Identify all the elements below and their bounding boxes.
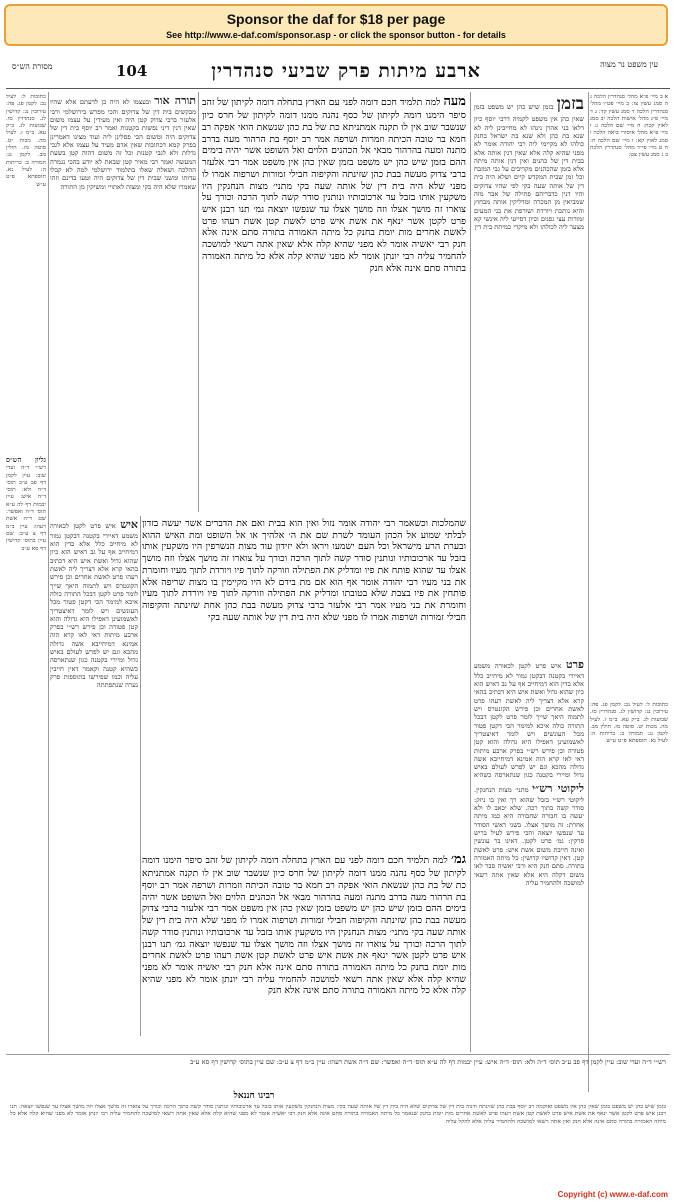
rabbenu-chananel-text bbox=[10, 1104, 666, 1184]
tosafot-dibbur: איש bbox=[120, 518, 138, 531]
gemara-mishna-text: שהמלכות וכשאמר רבי יהודה אומר נזול ואין הוא בבית ואם את הדברים אשר יעשה בזדון לבלתי שמוע אל הכהן העומד לשרת שם את ה׳ אלהיך או אל השופט ומת האיש ההוא ובערת הרע מישראל וכל העם ישמעו ויראו ולא יזידון עוד מצות הנשרפין היו משקעין אותו בזבל עד ארכובותיו ונותנין סודר קשה לתוך הרכה וכורך על צוארו זה מושך אצלו וזה מושך אצלו עד שהוא פותח את פיו ומדליק את הפתילה וזורקה לתוך פיו ויורדת לתוך מעיו וחומרת את בני מעיו רבי יהודה אומר אף הוא אם מת בידם לא היו מקיימין בו מצות שריפה אלא פותחין את פיו בצבת שלא בטובתו ומדליק את הפתילה וזורקה לתוך פיו ויורדת לתוך מעיו וחומרת את בני מעיו אמר רבי אלעזר ברבי צדוק מעשה בבת כהן אחת שזינתה והקיפוה חבילי זמורות ושרפוה אמרו לו מפני שלא היה בית דין של אותה שעה בקי bbox=[142, 518, 466, 623]
gilyon-column bbox=[6, 456, 46, 756]
sponsor-banner-title[interactable]: Sponsor the daf for $18 per page bbox=[226, 11, 446, 27]
gemara-main-upper bbox=[202, 94, 466, 514]
ein-mishpat-header: עין משפט נר מצוה bbox=[600, 60, 658, 69]
sponsor-banner[interactable] bbox=[4, 4, 668, 46]
divider-tosafot-lower bbox=[140, 516, 141, 1036]
gemara-main-bottom bbox=[142, 852, 466, 1032]
divider-tosafot bbox=[198, 92, 199, 512]
mesoret-header: מסורת הש״ס bbox=[12, 62, 53, 71]
divider-rashi bbox=[470, 92, 471, 1052]
gilyon-notes: רש״י ד״ה ועדי שוב: עיין לקמן דף פב ע״ב תוס׳ ד״ה ולא: תוס׳ ד״ה איש: עיין יבמות דף לה ע״א תוס׳ ד״ה ואפשר: שם ד״ה אשת רעהו: עיין ב״מ דף צ ע״ב: שם עיין בתוס׳ קדושין דף סא ע״ב bbox=[6, 465, 46, 552]
main-opening-word: מעה bbox=[443, 94, 466, 109]
ein-mishpat-notes: א ב מיי׳ פ״א מהל׳ סנהדרין הלכה ג ה סמג עשין צז: ב מיי׳ פט״ו מהל׳ סנהדרין הלכה ד סמג עשין קד: ג ד מיי׳ פ״ג מהל׳ אישות הלכה יב סמג לאוין קכח: ה מיי׳ שם הלכה ג: ו מיי׳ פ״א מהל׳ איסורי ביאה הלכה ו סמג לאוין קא: ז מיי׳ שם הלכה ח: ח ט מיי׳ פי״ד מהל׳ סנהדרין הלכה ב ג סמג עשין צט: bbox=[590, 94, 668, 159]
rabbenu-chananel-body: בזמן שיש כהן יש משפט בזמן שאין כהן אין משפט ואוקמה רב יוסף בבת כהן שזינתה ודנוה בית דין של צדוקים שלא היה בית דין של אותה שעה בקי: מצות הנחנקין משקעין אותו בזבל עד ארכובותיו ונותנין סודר קשה בתוך הרכה וכורך על צוארו זה מושך אצלו וזה מושך אצלו עד שנפשו יוצאה: תנו רבנן איש פרט לקטן אשר ינאף את אשת איש פרט לאשת קטן אשת רעהו פרט לאשת אחרים מות יומת בחנק שנאמר כל מיתה האמורה בתורה סתם אינה אלא חנק רבי יאשיה אומר לא מפני שהיא קלה אלא שאין אתה רשאי למושכה להחמיר עליה רבי יונתן אומר לא מפני שהיא קלה אלא כל מיתה האמורה בתורה סתם אינה אלא חנק ואין אתה רשאי למושכה ולהחמיר עליה אלא להקל עליה bbox=[10, 1104, 666, 1125]
page-number: 104 bbox=[116, 62, 148, 80]
ein-mishpat-lower bbox=[590, 702, 668, 1052]
rashi-text: בזמן שיש כהן יש משפט בזמן שאין כהן אין משפט לקמיה דרבי יוסף כיון דלאו בני אהרן נינהו לא מחייבינן ליה לא שנא בת כהן ולא שנא בת ישראל בחנק כולהו לא מקיימי ליה רבי יהודה אומר לא מפני שהיא קלה אלא שאין דנין אותה אלא בבית דין של כהנים ואין דנין אותה מיתה אלא בזמן שהכהנים מקריבים על גבי המזבח וכל זמן שבית המקדש קיים ושלא היה בית דין של אותה שעה בקי לפי שהיו צדוקים והיו דנין כדבריהם פתילה של אבר מזה שמביאין מן המכרה ומדליקין אותה מבחוץ והיא נותכת ויורדת ושורפת את בני המעים זמורות עצי גפנים וכיון דסייעי ליה אינשי קא מצער ליה לכולהו ולא מיקרי כמיתת בית דין bbox=[474, 103, 584, 232]
likutei-label: ליקוטי רש״י bbox=[532, 782, 584, 795]
gemara-label: גמ׳ bbox=[450, 852, 466, 867]
gemara-main-lower bbox=[142, 518, 466, 848]
sponsor-banner-subtitle[interactable]: See http://www.e-daf.com/sponsor.asp - or click the sponsor button - for details bbox=[166, 30, 506, 40]
mesoret-column bbox=[6, 94, 46, 454]
likutei-rashi-column bbox=[474, 782, 584, 1052]
tosafot-lower-column bbox=[50, 518, 138, 1038]
divider-left-outer bbox=[48, 92, 49, 1052]
left-commentary: ובעצמו לא היה כן לדעתם אלא שהיו מבקשים בית דין של צדוקים והכי מפרש בירושלמי ורבי אלעזר ברבי צדוק קטן היה ואין מעידין על עצמו משום שאין דנין דיני נפשות בקטנות ואמר רב יוסף בית דין של צדוקים היה ומשום הכי פסלינן ליה ועוד מצינו דאמרינן בפרק קמא דכתובות שאין אדם מעיד על עצמו אלא לגבי גדלות ולא לגבי קטנות וכל זה משום דהוה קטן בשעת המעשה ואמר רבי מאיר קטן שבאת לא יודע בהכי נגמרה ההלכה ושאלה שאלו בתלמוד ירושלמי למה לא קבלו עדותו ומשני שבית דין של צדוקים היה וטעו בדינם וזהו שאמרו שלא היה בקי ומצוה לאתויי ומשיקין מן התורה bbox=[50, 98, 196, 191]
rashi-dibbur: בזמן bbox=[556, 94, 584, 114]
divider-right-outer bbox=[588, 92, 589, 1092]
tosafot-column bbox=[50, 94, 196, 514]
rashi-column bbox=[474, 94, 584, 654]
page-title: ארבע מיתות פרק שביעי סנהדרין bbox=[211, 60, 481, 82]
ein-mishpat-lower-notes: כתובות ל: לעיל נב: לקמן פג. פה: עירובין נג: קדושין לג. סנהדרין סו. שבועות לג. ב״ק עא. ב״מ ז. לעיל מה. מכות יט. סוטה מז. חולין מב. לקמן נג: תמורה ב: כריתות ה: לעיל נא. תוספתא פ״ט ע״ש bbox=[590, 702, 668, 745]
header-rule bbox=[6, 88, 670, 89]
tosafot-text-short: איש פרט לקטן לכאורה משמע דאיירי בקטנה דבקטן גמור לא מיחייב כלל אלא בדין הוא דמיחייב אף על גב דאיש הוא כיון שהוא גדול ואשת איש היא דכתיב בהאי קרא אלא דצריך ליה לאשת רעהו פרט לאשת אחרים וכן פירש הקונטרס ויש לתמוה היאך שייך לומר פרט לקטן דבכל התורה כולה איכא למימר הכי דקטן פטור מכל העונשים ויש לומר דאיצטריך לאשמועינן דאפילו היא גדולה והוא קטן פטורה וכן פירש רש״י בפרק ארבע מיתות דאי לאו קרא הוה אמינא דמיחייבא אשה גדולה מהכא וגם יש לפרש לעולם באיש גדול ומיירי בקטנה כגון שנתארסה כשהיא bbox=[474, 662, 584, 778]
page-header bbox=[6, 60, 670, 86]
tosafot-peret-column bbox=[474, 658, 584, 778]
gemara-main-text: למה תלמיד חכם דומה לפני עם הארץ בתחלה דומה לקיתון של זהב סיפר הימנו דומה לקיתון של כסף נהנה ממנו דומה לקיתון של חרס כיון שנשבר שוב אין לו תקנה אמתניתא כת של בת כהן שנשאת הואי אפקה רב חמא בר טובה הכיתה וזמרות ושרפה אמר רב יוסף בת הרהור מעה בדרב מתנה ומעה בהרהור מבאי אל הכהנים הלוים ואל השופט אשר יהיה בימים ההם בזמן שיש כהן יש משפט בזמן שאין כהן אין משפט אמר רבי אלעזר ברבי צדוק מעשה בבת כהן שזינתה והקיפוה חבילי זמורות ושרפוה אמרו לו מפני שלא היה בית דין של אותה שעה בקי מתני׳ מצות הנחנקין היו משקעין אותו בזבל עד ארכובותיו ונותנין סודר קשה לתוך הרכה וכורך על צוארו זה מושך אצלו וזה מושך אצלו עד שנפשו יוצאה גמ׳ תנו רבנן איש פרט לקטן אשר ינאף את אשת איש פרט לאשת קטן אשת רעהו פרט לאשת אחרים מות יומת בחנק כל מיתה האמורה בתורה סתם אינה אלא חנק רבי יאשיה אומר לא מפני שהיא קלה אלא שאין אתה רשאי למושכה להחמיר עליה רבי יונתן אומר לא מפני שהיא קלה אלא כל מיתה האמורה בתורה סתם אינה אלא חנק bbox=[202, 97, 466, 274]
peret-dibbur: פרט bbox=[565, 658, 584, 671]
mesoret-notes: כתובות ל: לעיל נב: לקמן פג. פה: עירובין נג: קדושין לג. סנהדרין סו. שבועות לג. ב״ק עא. ב״מ ז. לעיל מה. מכות יט. סוטה מז. חולין מב. לקמן נג: תמורה ב: כריתות ה: לעיל נא. תוספתא פ״ט ע״ש bbox=[6, 94, 46, 188]
talmud-page bbox=[6, 52, 670, 1192]
bottom-section-rule bbox=[6, 1054, 670, 1055]
footnote-line bbox=[10, 1058, 666, 1088]
tosafot-text: איש פרט לקטן לכאורה משמע דאיירי בקטנה דבקטן גמור לא מיחייב כלל אלא בדין הוא דמיחייב אף על גב דאיש הוא כיון שהוא גדול ואשת איש היא דכתיב בהאי קרא אלא דצריך ליה לאשת רעהו פרט לאשת אחרים וכן פירש הקונטרס ויש לתמוה היאך שייך לומר פרט לקטן דבכל התורה כולה איכא למימר הכי דקטן פטור מכל העונשים ויש לומר דאיצטריך לאשמועינן דאפילו היא גדולה והוא קטן פטורה וכן פירש רש״י בפרק ארבע מיתות דאי לאו קרא הוה אמינא דמיחייבא אשה גדולה מהכא וגם יש לפרש לעולם באיש גדול ומיירי בקטנה כגון שנתארסה כשהיא קטנה וקאמר דאין חייבין עליה וכמו שפירשו בתוספות פרק נערה שנתפתתה bbox=[50, 522, 138, 690]
ein-mishpat-column bbox=[590, 94, 668, 694]
torah-or-label: תורה אור bbox=[154, 94, 196, 107]
gemara-bottom-text: למה תלמיד חכם דומה לפני עם הארץ בתחלה דומה לקיתון של זהב סיפר הימנו דומה לקיתון של כסף נהנה ממנו דומה לקיתון של חרס כיון שנשבר שוב אין לו תקנה אמתניתא כת של בת כהן שנשאת הואי אפקה רב חמא בר טובה הכיתה וזמרות ושרפה אמר רב יוסף בת הרהור מעה בדרב מתנה ומעה בהרהור מבאי אל הכהנים הלוים ואל השופט אשר יהיה בימים ההם בזמן שיש כהן יש משפט בזמן שאין כהן אין משפט אמר רבי אלעזר ברבי צדוק מעשה בבת כהן שזינתה והקיפוה חבילי זמורות ושרפוה אמרו לו מפני שלא היה בית דין של אותה שעה בקי מתני׳ מצות הנחנקין היו משקעין אותו בזבל עד ארכובותיו ונותנין סודר קשה לתוך הרכה וכורך על צוארו זה מושך אצלו וזה מושך אצלו עד שנפשו יוצאה גמ׳ תנו רבנן איש פרט לקטן אשר ינאף את אשת איש פרט לאשת קטן אשת רעהו פרט לאשת אחרים מות יומת בחנק כל מיתה האמורה בתורה סתם אינה אלא חנק רבי יאשיה אומר לא מפני שהיא קלה אלא שאין אתה רשאי למושכה להחמיר עליה רבי יונתן אומר לא מפני שהיא קלה אלא כל מיתה האמורה בתורה סתם אינה אלא חנק bbox=[142, 855, 466, 997]
gilyon-label: גליון הש״ס bbox=[6, 456, 46, 464]
rabbenu-chananel-title: רבינו חננאל bbox=[233, 1091, 275, 1101]
footnote-text: רש״י ד״ה ועדי שוב: עיין לקמן דף פב ע״ב תוס׳ ד״ה ולא: תוס׳ ד״ה איש: עיין יבמות דף לה ע״א תוס׳ ד״ה ואפשר: שם ד״ה אשת רעהו: עיין ב״מ דף צ ע״ב: שם עיין בתוס׳ קדושין דף סא ע״ב bbox=[190, 1058, 666, 1066]
copyright-notice[interactable]: Copyright (c) www.e-daf.com bbox=[557, 1190, 668, 1199]
right-commentary: מתני׳ מצות הנחנקין. ליקוטי רש״י בזבל שהוא רך ואין בו ניזק: סודר קשה בתוך רכה. שלא יכאב לו ולא יעשה בו חבורה שחבורה היא כמו מיתה אחרת: זה מושך אצלו. בשני ראשי הסודר עד שנפשו יוצאה והכי פירש לעיל בריש פרקין: גמ׳ פרט לקטן. דאינו בר עונשין ואינה חייבת משום אשת איש: פרט לאשת קטן. דאין קדושיו קדושין: כל מיתה האמורה בתורה. סתם חנק היא ורבי יאשיה סבר לאו משום דקלה היא אלא שאין אתה רשאי למושכה ולהחמיר עליה bbox=[474, 786, 584, 887]
